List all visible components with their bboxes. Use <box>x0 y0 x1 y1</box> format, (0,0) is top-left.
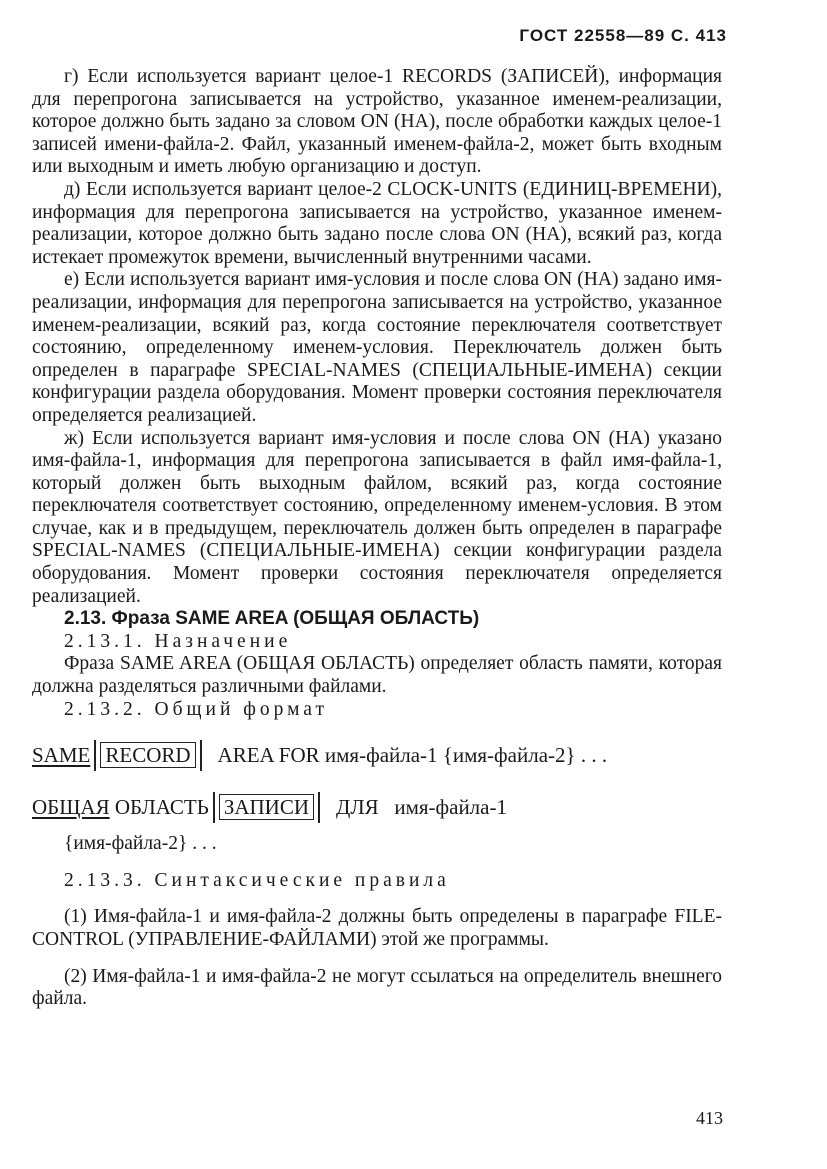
format-keyword-obshaya: ОБЩАЯ <box>32 794 110 819</box>
format-optional-zapisi <box>213 792 320 823</box>
rule-2: (2) Имя-файла-1 и имя-файла-2 не могут ссылаться на определитель внешнего файла. <box>32 965 722 1010</box>
page-number: 413 <box>696 1108 723 1128</box>
format-word-oblast: ОБЛАСТЬ <box>114 794 209 819</box>
page-body <box>32 66 722 1011</box>
format-optional-record-label: RECORD <box>100 742 195 768</box>
purpose-text: Фраза SAME AREA (ОБЩАЯ ОБЛАСТЬ) определяет область памяти, которая должна разделяться различными файлами. <box>32 653 722 698</box>
format-rest-russian: ДЛЯ имя-файла-1 <box>336 794 507 819</box>
format-continuation: {имя-файла-2} . . . <box>64 833 217 855</box>
purpose-heading: 2.13.1. Назначение <box>64 630 292 652</box>
paragraph-e: е) Если используется вариант имя-условия и после слова ON (НА) задано имя-реализации, информация для перепрогона записывается на устройство, указанное именем-реализации, всякий раз, когда состояние переключателя соответствует состоянию, определенному именем-условия. Переключатель должен быть определен в параграфе SPECIAL-NAMES (СПЕЦИАЛЬНЫЕ-ИМЕНА) секции конфигурации раздела оборудования. Момент проверки состояния переключателя определяется реализацией. <box>32 269 722 426</box>
format-optional-zapisi-label: ЗАПИСИ <box>219 794 314 820</box>
format-line-english <box>32 735 722 775</box>
format-rest-english: AREA FOR имя-файла-1 {имя-файла-2} . . . <box>217 742 608 767</box>
format-keyword-same: SAME <box>32 742 91 767</box>
syntax-heading: 2.13.3. Синтаксические правила <box>64 869 450 891</box>
paragraph-zh: ж) Если используется вариант имя-условия и после слова ON (НА) указано имя-файла-1, информация для перепрогона записывается в файл имя-файла-1, который должен быть выходным файлом, всякий раз, когда состояние переключателя соответствует состоянию, определенному именем-условия. В этом случае, как и в предыдущем, переключатель должен быть определен в параграфе SPECIAL-NAMES (СПЕЦИАЛЬНЫЕ-ИМЕНА) секции конфигурации раздела оборудования. Момент проверки состояния переключателя определяется реализацией. <box>32 427 722 607</box>
format-heading: 2.13.2. Общий формат <box>64 698 328 720</box>
rule-1: (1) Имя-файла-1 и имя-файла-2 должны быть определены в параграфе FILE-CONTROL (УПРАВЛЕНИЕ-ФАЙЛАМИ) этой же программы. <box>32 906 722 950</box>
section-title: 2.13. Фраза SAME AREA (ОБЩАЯ ОБЛАСТЬ) <box>64 608 480 630</box>
format-optional-record <box>94 740 201 771</box>
paragraph-d: д) Если используется вариант целое-2 CLOCK-UNITS (ЕДИНИЦ-ВРЕМЕНИ), информация для перепрогона записывается на устройство, указанное именем-реализации, которое должно быть задано после слова ON (НА), всякий раз, когда истекает промежуток времени, вычисленный внутренними часами. <box>32 178 722 268</box>
page-header: ГОСТ 22558—89 С. 413 <box>519 26 727 45</box>
format-line-russian <box>32 785 722 829</box>
paragraph-g: г) Если используется вариант целое-1 RECORDS (ЗАПИСЕЙ), информация для перепрогона записывается на устройство, указанное именем-реализации, которое должно быть задано за словом ON (НА), после обработки каждых целое-1 записей имени-файла-2. Файл, указанный именем-файла-2, может быть входным или выходным и иметь любую организацию и доступ. <box>32 66 722 178</box>
